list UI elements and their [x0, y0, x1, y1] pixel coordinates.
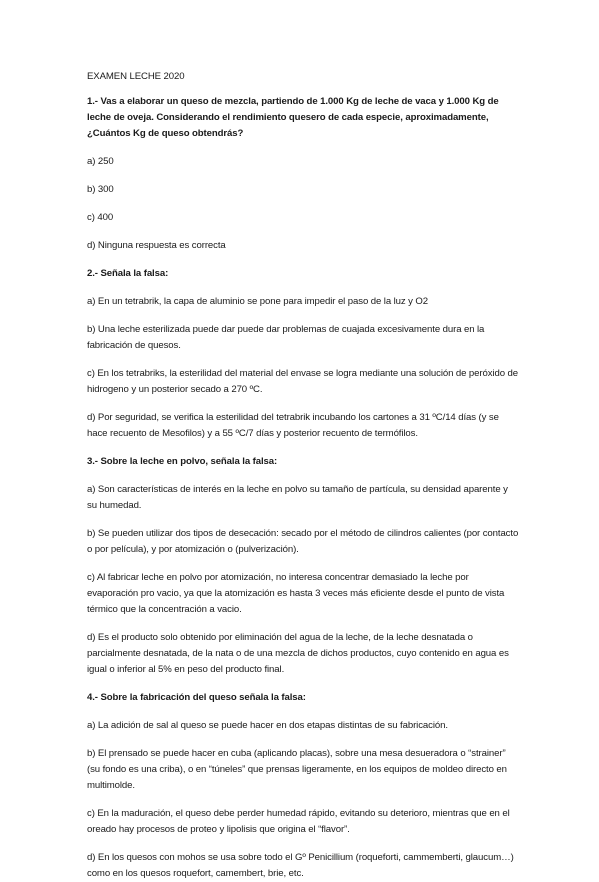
- question-1-option-c: c) 400: [87, 212, 114, 223]
- question-2: 2.- Señala la falsa:: [87, 268, 169, 279]
- question-4-option-b: b) El prensado se puede hacer en cuba (aplicando placas), sobre una mesa desueradora o “strainer” (su fondo es una criba), o en “túneles” que prensas ligeramente, en los equipos de moldeo directo en multimolde.: [87, 748, 507, 791]
- question-2-option-c: c) En los tetrabriks, la esterilidad del material del envase se logra mediante una solución de peróxido de hidrogeno y un posterior secado a 270 ºC.: [87, 368, 518, 395]
- question-2-option-a: a) En un tetrabrik, la capa de aluminio se pone para impedir el paso de la luz y O2: [87, 296, 429, 307]
- question-3-option-c: c) Al fabricar leche en polvo por atomización, no interesa concentrar demasiado la leche por evaporación pro vacio, ya que la atomización es hasta 3 veces más eficiente desde el punto de vista térmico que la concentración a vacio.: [87, 572, 505, 615]
- question-1-option-a: a) 250: [87, 156, 114, 167]
- question-4-option-a: a) La adición de sal al queso se puede hacer en dos etapas distintas de su fabricación.: [87, 720, 448, 731]
- document-title: EXAMEN LECHE 2020: [87, 71, 185, 82]
- question-3: 3.- Sobre la leche en polvo, señala la falsa:: [87, 456, 278, 467]
- question-3-option-b: b) Se pueden utilizar dos tipos de desecación: secado por el método de cilindros calientes (por contacto o por película), y por atomización o (pulverización).: [87, 528, 519, 555]
- question-4-option-c: c) En la maduración, el queso debe perder humedad rápido, evitando su deterioro, mientras que en el oreado hay procesos de proteo y lipolisis que origina el “flavor”.: [87, 808, 510, 835]
- question-1-option-d: d) Ninguna respuesta es correcta: [87, 240, 226, 251]
- question-2-option-d: d) Por seguridad, se verifica la esterilidad del tetrabrik incubando los cartones a 31 ºC/14 días (y se hace recuento de Mesofilos) y a 55 ºC/7 días y posterior recuento de termófilos.: [87, 412, 499, 439]
- question-1-option-b: b) 300: [87, 184, 114, 195]
- question-2-option-b: b) Una leche esterilizada puede dar puede dar problemas de cuajada excesivamente dura en la fabricación de quesos.: [87, 324, 485, 351]
- question-3-option-d: d) Es el producto solo obtenido por eliminación del agua de la leche, de la leche desnatada o parcialmente desnatada, de la nata o de una mezcla de dichos productos, cuyo contenido en agua es igual o inferior al 5% en peso del producto final.: [87, 632, 509, 675]
- question-1: 1.- Vas a elaborar un queso de mezcla, partiendo de 1.000 Kg de leche de vaca y 1.000 Kg de leche de oveja. Considerando el rendimiento quesero de cada especie, aproximadamente, ¿Cuántos Kg de queso obtendrás?: [87, 96, 499, 139]
- question-4-option-d: d) En los quesos con mohos se usa sobre todo el Gº Penicillium (roqueforti, cammemberti, glaucum…) como en los quesos roquefort, camembert, brie, etc.: [87, 852, 514, 879]
- question-3-option-a: a) Son características de interés en la leche en polvo su tamaño de partícula, su densidad aparente y su humedad.: [87, 484, 508, 511]
- question-4: 4.- Sobre la fabricación del queso señala la falsa:: [87, 692, 306, 703]
